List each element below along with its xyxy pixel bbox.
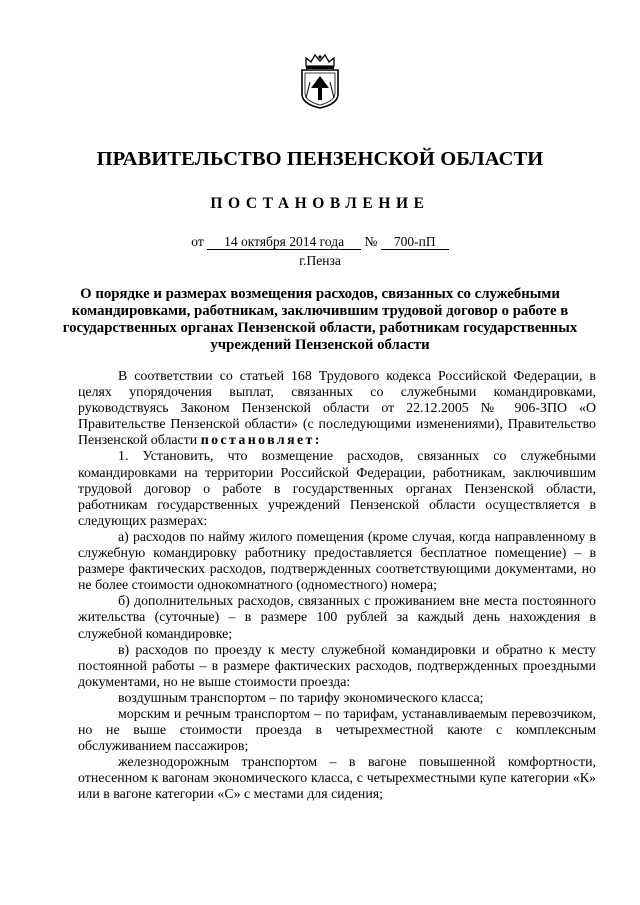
- organization-name: ПРАВИТЕЛЬСТВО ПЕНЗЕНСКОЙ ОБЛАСТИ: [96, 148, 544, 170]
- date-prefix: от: [191, 234, 204, 249]
- sea-transport: морским и речным транспортом – по тарифам, устанавливаемым перевозчиком, но не выше стоимости проезда в четырехместной каюте с комплексным обслуживанием пассажиров;: [78, 706, 596, 755]
- document-number: 700-пП: [381, 235, 449, 250]
- number-prefix: №: [364, 234, 378, 249]
- document-title: О порядке и размерах возмещения расходов, связанных со служебными командировками, работникам, заключившим трудовой договор о работе в государственных органах Пензенской области, работникам государственных учреждений Пензенской области: [62, 286, 578, 353]
- intro-paragraph: [78, 369, 596, 449]
- decree-word: постановляет:: [200, 433, 322, 449]
- paragraph-b: б) дополнительных расходов, связанных с проживанием вне места постоянного жительства (суточные) – в размере 100 рублей за каждый день нахождения в служебной командировке;: [78, 594, 596, 642]
- intro-text: В соответствии со статьей 168 Трудового кодекса Российской Федерации, в целях упорядочения выплат, связанных со служебными командировками, руководствуясь Законом Пензенской области от 22.12.2005 № 906-ЗПО «О Правительстве Пензенской области» (с последующими изменениями), Правительство Пензенской области: [78, 369, 596, 449]
- penza-coat-of-arms-icon: [298, 52, 342, 110]
- rail-transport: железнодорожным транспортом – в вагоне повышенной комфортности, отнесенном к вагонам экономического класса, с четырехместными купе категории «К» или в вагоне категории «С» с местами для сидения;: [78, 755, 596, 803]
- document-date: 14 октября 2014 года: [207, 235, 361, 250]
- paragraph-1: 1. Установить, что возмещение расходов, связанных со служебными командировками на территории Российской Федерации, работникам, заключившим трудовой договор о работе в государственных органах Пензенской области, работникам государственных учреждений Пензенской области осуществляется в следующих размерах:: [78, 449, 596, 529]
- document-type: ПОСТАНОВЛЕНИЕ: [210, 195, 430, 212]
- air-transport: воздушным транспортом – по тарифу экономического класса;: [118, 690, 484, 706]
- paragraph-a: а) расходов по найму жилого помещения (кроме случая, когда направленному в служебную командировку работнику предоставляется бесплатное помещение) – в размере фактических расходов, подтвержденных соответствующими документами, но не более стоимости однокомнатного (одноместного) номера;: [78, 529, 596, 594]
- paragraph-v: в) расходов по проезду к месту служебной командировки и обратно к месту постоянной работы – в размере фактических расходов, подтвержденных проездными документами, но не выше стоимости проезда:: [78, 642, 596, 690]
- document-body: [78, 369, 596, 804]
- date-number-line: [0, 234, 640, 250]
- city: г.Пенза: [299, 253, 341, 268]
